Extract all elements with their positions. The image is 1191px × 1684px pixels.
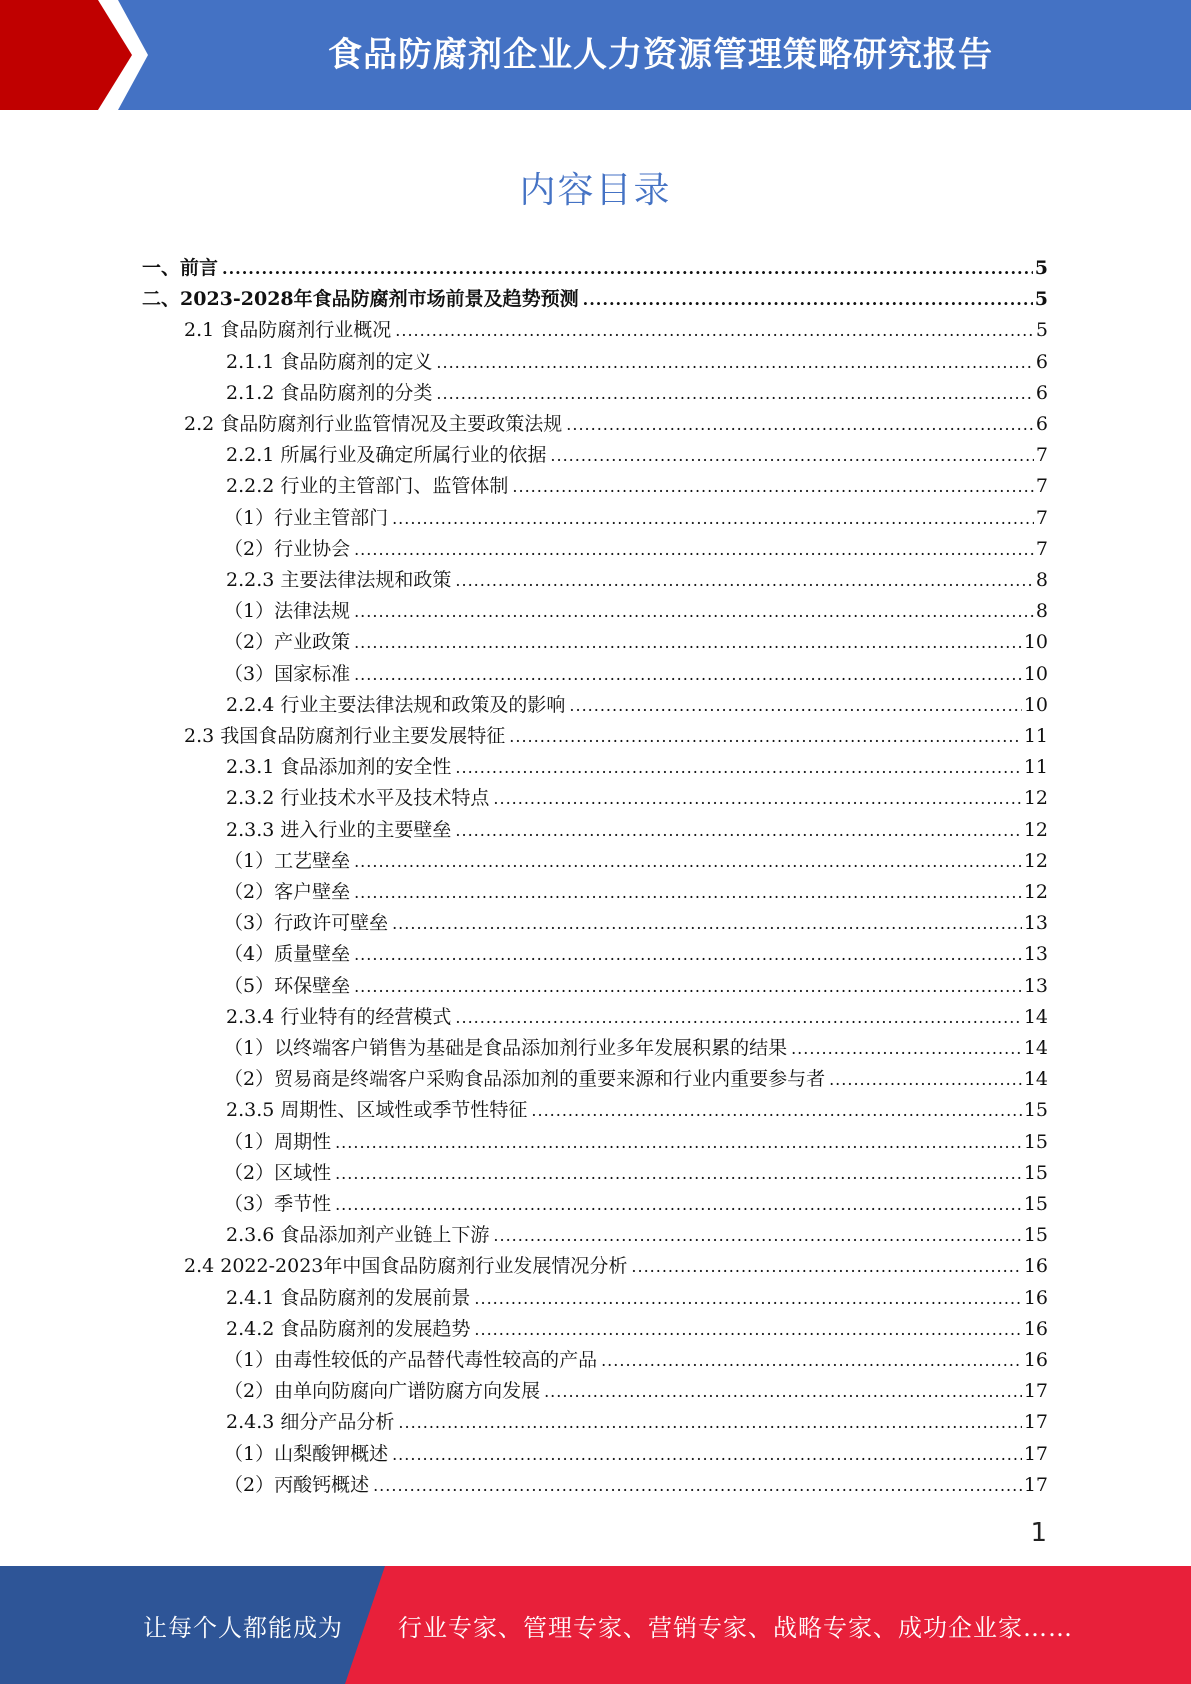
toc-leader-dots bbox=[601, 1345, 1022, 1376]
toc-entry[interactable] bbox=[184, 721, 1048, 752]
toc-leader-dots bbox=[829, 1064, 1022, 1095]
toc-entry-page: 11 bbox=[1023, 725, 1048, 747]
toc-leader-dots bbox=[354, 659, 1022, 690]
toc-entry-page: 16 bbox=[1023, 1287, 1048, 1309]
toc-entry-page: 10 bbox=[1023, 694, 1048, 716]
toc-leader-dots bbox=[354, 939, 1022, 970]
toc-entry[interactable] bbox=[184, 409, 1048, 440]
toc-entry[interactable] bbox=[226, 1220, 1048, 1251]
toc-entry[interactable] bbox=[224, 627, 1048, 658]
toc-entry-title: 2.2.3 主要法律法规和政策 bbox=[226, 569, 452, 591]
toc-entry[interactable] bbox=[224, 596, 1048, 627]
toc-entry[interactable] bbox=[226, 347, 1048, 378]
toc-entry-page: 6 bbox=[1035, 382, 1048, 404]
toc-leader-dots bbox=[392, 503, 1034, 534]
toc-entry[interactable] bbox=[226, 690, 1048, 721]
toc-entry-title: （5）环保壁垒 bbox=[224, 975, 351, 997]
toc-entry-title: 2.4.1 食品防腐剂的发展前景 bbox=[226, 1287, 471, 1309]
toc-leader-dots bbox=[354, 971, 1022, 1002]
toc-entry-page: 10 bbox=[1023, 663, 1048, 685]
toc-entry-page: 12 bbox=[1023, 787, 1048, 809]
toc-entry-page: 8 bbox=[1035, 600, 1048, 622]
toc-entry[interactable] bbox=[226, 471, 1048, 502]
toc-entry-page: 12 bbox=[1023, 819, 1048, 841]
header-title: 食品防腐剂企业人力资源管理策略研究报告 bbox=[328, 35, 993, 75]
toc-entry[interactable] bbox=[226, 1002, 1048, 1033]
toc-entry-page: 7 bbox=[1035, 538, 1048, 560]
toc-entry[interactable] bbox=[226, 783, 1048, 814]
toc-leader-dots bbox=[354, 846, 1022, 877]
toc-entry[interactable] bbox=[224, 1470, 1048, 1501]
toc-entry-title: （1）由毒性较低的产品替代毒性较高的产品 bbox=[224, 1349, 598, 1371]
toc-entry[interactable] bbox=[226, 752, 1048, 783]
toc-entry-page: 14 bbox=[1023, 1068, 1048, 1090]
toc-entry-page: 5 bbox=[1035, 319, 1048, 341]
toc-leader-dots bbox=[436, 378, 1034, 409]
toc-leader-dots bbox=[512, 471, 1034, 502]
toc-entry[interactable] bbox=[224, 1439, 1048, 1470]
toc-entry-title: 2.4.3 细分产品分析 bbox=[226, 1411, 395, 1433]
toc-entry-title: （2）行业协会 bbox=[224, 538, 351, 560]
toc-leader-dots bbox=[354, 596, 1034, 627]
toc-leader-dots bbox=[455, 815, 1021, 846]
toc-entry-title: 一、前言 bbox=[142, 257, 219, 279]
toc-entry-page: 8 bbox=[1035, 569, 1048, 591]
page-number: 1 bbox=[1030, 1518, 1047, 1548]
toc-leader-dots bbox=[583, 284, 1033, 315]
toc-entry-page: 5 bbox=[1034, 288, 1048, 310]
toc-entry-title: （4）质量壁垒 bbox=[224, 943, 351, 965]
toc-entry-page: 17 bbox=[1023, 1380, 1048, 1402]
toc-entry-page: 7 bbox=[1035, 507, 1048, 529]
toc-entry-page: 16 bbox=[1023, 1318, 1048, 1340]
toc-leader-dots bbox=[569, 690, 1021, 721]
toc-entry-page: 7 bbox=[1035, 475, 1048, 497]
toc-entry[interactable] bbox=[142, 284, 1048, 315]
toc-leader-dots bbox=[392, 908, 1022, 939]
toc-entry-title: （2）由单向防腐向广谱防腐方向发展 bbox=[224, 1380, 541, 1402]
toc-leader-dots bbox=[335, 1189, 1022, 1220]
toc-entry-title: （1）行业主管部门 bbox=[224, 507, 389, 529]
toc-leader-dots bbox=[373, 1470, 1022, 1501]
toc-leader-dots bbox=[631, 1251, 1021, 1282]
toc-entry[interactable] bbox=[224, 971, 1048, 1002]
toc-leader-dots bbox=[544, 1376, 1022, 1407]
toc-entry-page: 17 bbox=[1023, 1443, 1048, 1465]
footer-slogan-right: 行业专家、管理专家、营销专家、战略专家、成功企业家…… bbox=[398, 1614, 1073, 1642]
toc-entry[interactable] bbox=[184, 315, 1048, 346]
toc-entry[interactable] bbox=[226, 1283, 1048, 1314]
footer-slogan-left: 让每个人都能成为 bbox=[143, 1614, 343, 1642]
toc-entry[interactable] bbox=[226, 1314, 1048, 1345]
toc-entry-page: 15 bbox=[1023, 1193, 1048, 1215]
toc-entry-page: 10 bbox=[1023, 631, 1048, 653]
toc-entry-page: 14 bbox=[1023, 1006, 1048, 1028]
toc-entry[interactable] bbox=[224, 1064, 1048, 1095]
toc-entry[interactable] bbox=[224, 1376, 1048, 1407]
toc-leader-dots bbox=[455, 565, 1034, 596]
toc-entry-title: 2.4 2022-2023年中国食品防腐剂行业发展情况分析 bbox=[184, 1255, 628, 1277]
toc-entry-title: 2.2.4 行业主要法律法规和政策及的影响 bbox=[226, 694, 566, 716]
toc-entry-page: 6 bbox=[1035, 351, 1048, 373]
header-banner bbox=[0, 0, 1191, 110]
toc-entry-title: 2.2.1 所属行业及确定所属行业的依据 bbox=[226, 444, 547, 466]
toc-leader-dots bbox=[550, 440, 1034, 471]
toc-entry[interactable] bbox=[224, 1033, 1048, 1064]
toc-entry[interactable] bbox=[224, 659, 1048, 690]
toc-entry[interactable] bbox=[224, 1158, 1048, 1189]
toc-leader-dots bbox=[354, 627, 1022, 658]
toc-entry-title: （2）丙酸钙概述 bbox=[224, 1474, 370, 1496]
toc-entry-title: （2）客户壁垒 bbox=[224, 881, 351, 903]
toc-leader-dots bbox=[335, 1158, 1022, 1189]
toc-entry-page: 6 bbox=[1035, 413, 1048, 435]
toc-entry[interactable] bbox=[224, 846, 1048, 877]
footer-banner bbox=[0, 1566, 1191, 1684]
toc-entry-page: 14 bbox=[1023, 1037, 1048, 1059]
toc-entry-page: 12 bbox=[1023, 881, 1048, 903]
toc-entry-title: 2.2.2 行业的主管部门、监管体制 bbox=[226, 475, 509, 497]
toc-leader-dots bbox=[509, 721, 1022, 752]
toc-entry-title: 2.4.2 食品防腐剂的发展趋势 bbox=[226, 1318, 471, 1340]
toc-entry-title: 2.3.2 行业技术水平及技术特点 bbox=[226, 787, 490, 809]
toc-entry[interactable] bbox=[142, 253, 1048, 284]
toc-entry-page: 5 bbox=[1034, 257, 1048, 279]
toc-entry-page: 15 bbox=[1023, 1131, 1048, 1153]
toc-leader-dots bbox=[398, 1407, 1021, 1438]
toc-entry-page: 16 bbox=[1023, 1349, 1048, 1371]
toc-entry-title: （2）产业政策 bbox=[224, 631, 351, 653]
toc-entry-title: （3）季节性 bbox=[224, 1193, 332, 1215]
toc-entry-page: 17 bbox=[1023, 1474, 1048, 1496]
toc-entry-title: （3）行政许可壁垒 bbox=[224, 912, 389, 934]
toc-entry-title: （1）工艺壁垒 bbox=[224, 850, 351, 872]
toc-entry[interactable] bbox=[226, 815, 1048, 846]
toc-entry-page: 16 bbox=[1023, 1255, 1048, 1277]
toc-entry-title: 2.3.1 食品添加剂的安全性 bbox=[226, 756, 452, 778]
toc-entry-title: （1）周期性 bbox=[224, 1131, 332, 1153]
toc-entry-page: 13 bbox=[1023, 975, 1048, 997]
toc-entry[interactable] bbox=[224, 1189, 1048, 1220]
toc-entry-page: 13 bbox=[1023, 943, 1048, 965]
toc-entry[interactable] bbox=[184, 1251, 1048, 1282]
toc-entry[interactable] bbox=[226, 440, 1048, 471]
toc-leader-dots bbox=[455, 1002, 1021, 1033]
toc-entry[interactable] bbox=[226, 378, 1048, 409]
toc-heading: 内容目录 bbox=[519, 170, 672, 211]
toc-leader-dots bbox=[335, 1127, 1022, 1158]
toc-entry[interactable] bbox=[224, 939, 1048, 970]
toc-entry-title: （3）国家标准 bbox=[224, 663, 351, 685]
toc-entry-title: 2.1.2 食品防腐剂的分类 bbox=[226, 382, 433, 404]
toc-entry[interactable] bbox=[224, 1127, 1048, 1158]
toc-entry-title: 2.2 食品防腐剂行业监管情况及主要政策法规 bbox=[184, 413, 563, 435]
toc-leader-dots bbox=[222, 253, 1033, 284]
toc-entry-title: 2.3.4 行业特有的经营模式 bbox=[226, 1006, 452, 1028]
toc-entry-title: 2.1 食品防腐剂行业概况 bbox=[184, 319, 392, 341]
toc-leader-dots bbox=[455, 752, 1021, 783]
toc-entry-title: （2）区域性 bbox=[224, 1162, 332, 1184]
toc-entry-page: 17 bbox=[1023, 1411, 1048, 1433]
toc-entry[interactable] bbox=[224, 503, 1048, 534]
toc-entry[interactable] bbox=[226, 1095, 1048, 1126]
toc-entry-page: 7 bbox=[1035, 444, 1048, 466]
toc-leader-dots bbox=[493, 1220, 1021, 1251]
toc-entry-title: （1）法律法规 bbox=[224, 600, 351, 622]
toc-entry-title: （2）贸易商是终端客户采购食品添加剂的重要来源和行业内重要参与者 bbox=[224, 1068, 826, 1090]
toc-leader-dots bbox=[531, 1095, 1021, 1126]
toc-entry-page: 15 bbox=[1023, 1224, 1048, 1246]
toc-leader-dots bbox=[354, 877, 1022, 908]
toc-leader-dots bbox=[566, 409, 1034, 440]
toc-entry[interactable] bbox=[224, 1345, 1048, 1376]
toc-entry-page: 12 bbox=[1023, 850, 1048, 872]
toc-entry[interactable] bbox=[226, 565, 1048, 596]
toc-entry-title: 2.3.3 进入行业的主要壁垒 bbox=[226, 819, 452, 841]
toc-entry-page: 15 bbox=[1023, 1162, 1048, 1184]
toc-entry-page: 11 bbox=[1023, 756, 1048, 778]
toc-entry[interactable] bbox=[224, 877, 1048, 908]
toc-leader-dots bbox=[791, 1033, 1022, 1064]
toc-entry[interactable] bbox=[226, 1407, 1048, 1438]
toc-entry-page: 15 bbox=[1023, 1099, 1048, 1121]
toc-entry-page: 13 bbox=[1023, 912, 1048, 934]
toc-entry-title: （1）山梨酸钾概述 bbox=[224, 1443, 389, 1465]
toc-leader-dots bbox=[392, 1439, 1022, 1470]
toc-entry[interactable] bbox=[224, 534, 1048, 565]
toc-entry-title: 2.1.1 食品防腐剂的定义 bbox=[226, 351, 433, 373]
toc-entry-title: 2.3.6 食品添加剂产业链上下游 bbox=[226, 1224, 490, 1246]
toc-leader-dots bbox=[354, 534, 1034, 565]
toc-leader-dots bbox=[474, 1283, 1021, 1314]
toc-entry-title: （1）以终端客户销售为基础是食品添加剂行业多年发展积累的结果 bbox=[224, 1037, 788, 1059]
toc-entry-title: 二、2023-2028年食品防腐剂市场前景及趋势预测 bbox=[142, 288, 579, 310]
toc-entry[interactable] bbox=[224, 908, 1048, 939]
toc-leader-dots bbox=[493, 783, 1021, 814]
toc-leader-dots bbox=[474, 1314, 1021, 1345]
toc-leader-dots bbox=[395, 315, 1034, 346]
toc-leader-dots bbox=[436, 347, 1034, 378]
toc-entry-title: 2.3.5 周期性、区域性或季节性特征 bbox=[226, 1099, 528, 1121]
toc-entry-title: 2.3 我国食品防腐剂行业主要发展特征 bbox=[184, 725, 506, 747]
